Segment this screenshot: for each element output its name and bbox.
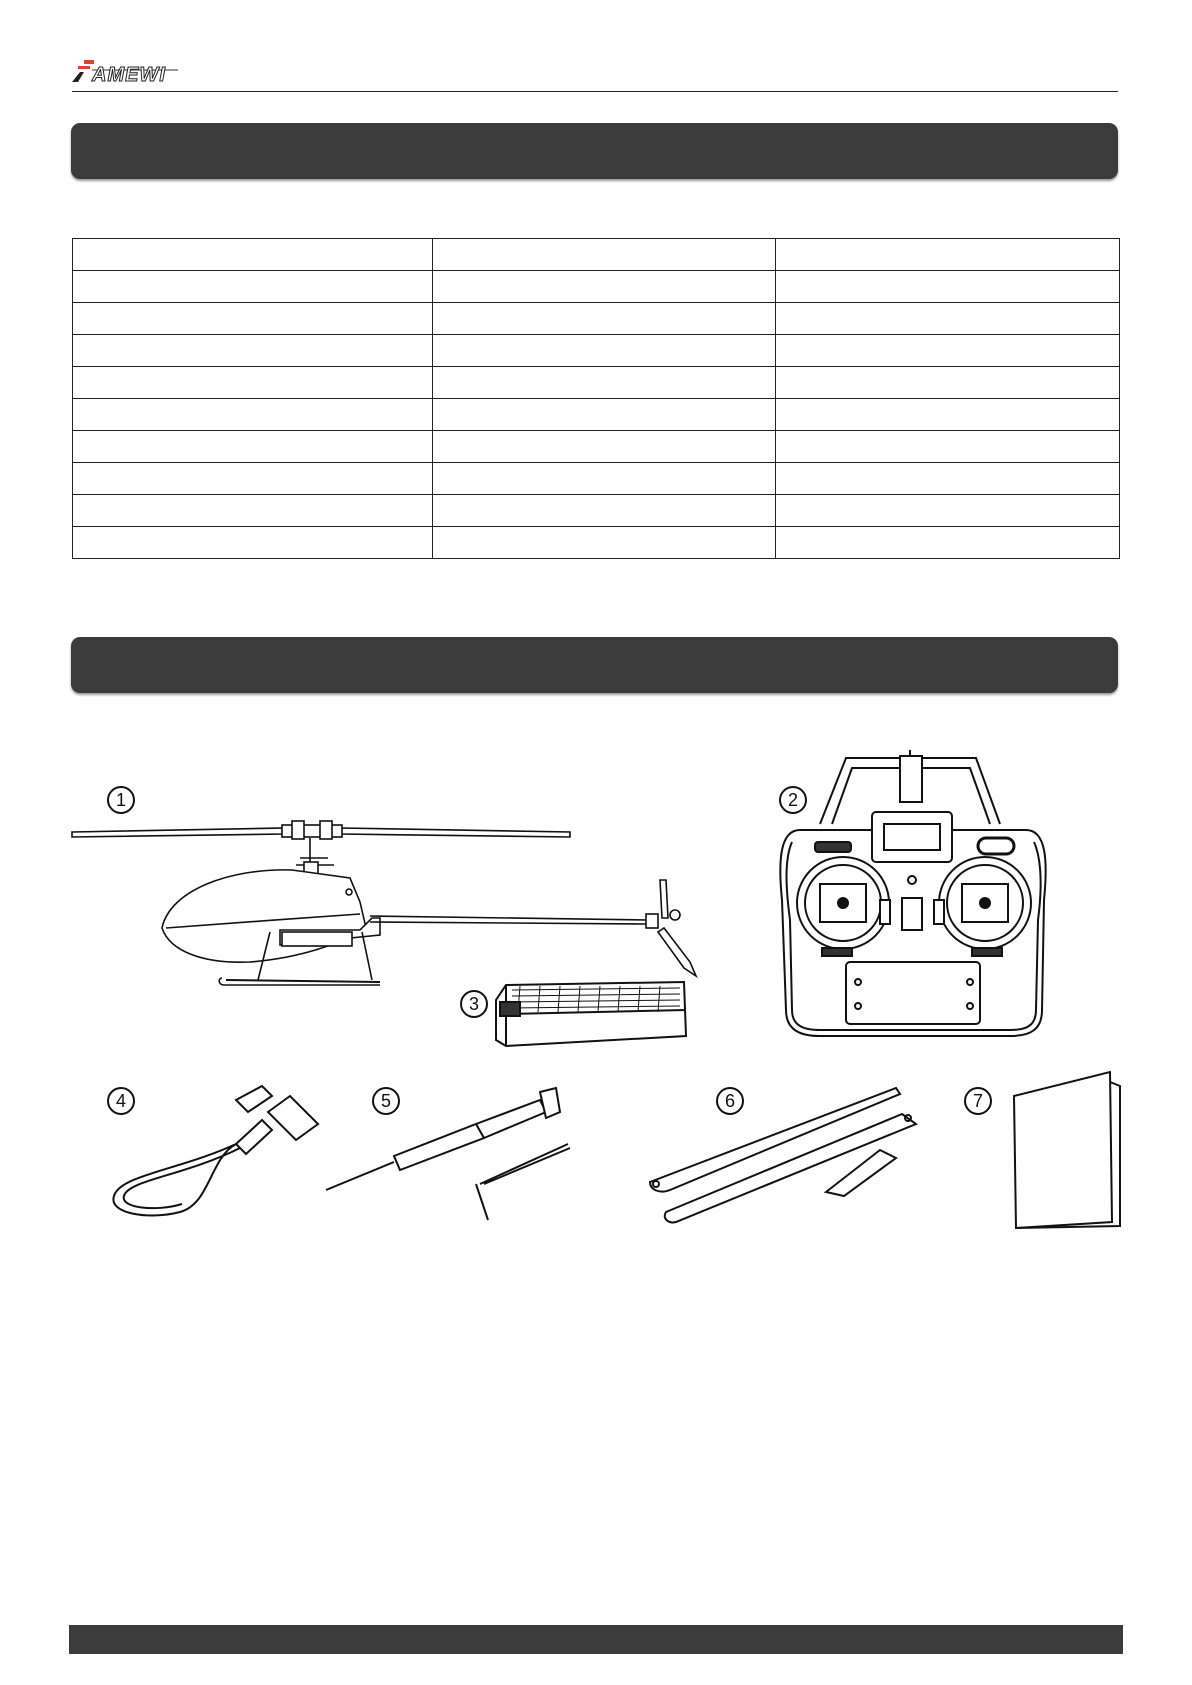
helicopter-icon xyxy=(72,821,696,985)
usb-cable-icon xyxy=(113,1086,318,1215)
item-number-7: 7 xyxy=(964,1087,992,1115)
item-number-2: 2 xyxy=(779,786,807,814)
battery-icon xyxy=(496,982,686,1046)
logo-text: AMEWI xyxy=(92,64,166,86)
item-number-1: 1 xyxy=(107,786,135,814)
item-number-3: 3 xyxy=(460,990,488,1018)
manual-icon xyxy=(1014,1072,1120,1228)
transmitter-icon xyxy=(780,750,1045,1036)
rotor-blades-icon xyxy=(650,1088,916,1222)
footer-bar xyxy=(69,1625,1123,1654)
item-number-6: 6 xyxy=(716,1087,744,1115)
item-number-4: 4 xyxy=(107,1087,135,1115)
screwdriver-icon xyxy=(326,1088,570,1220)
item-number-5: 5 xyxy=(372,1087,400,1115)
